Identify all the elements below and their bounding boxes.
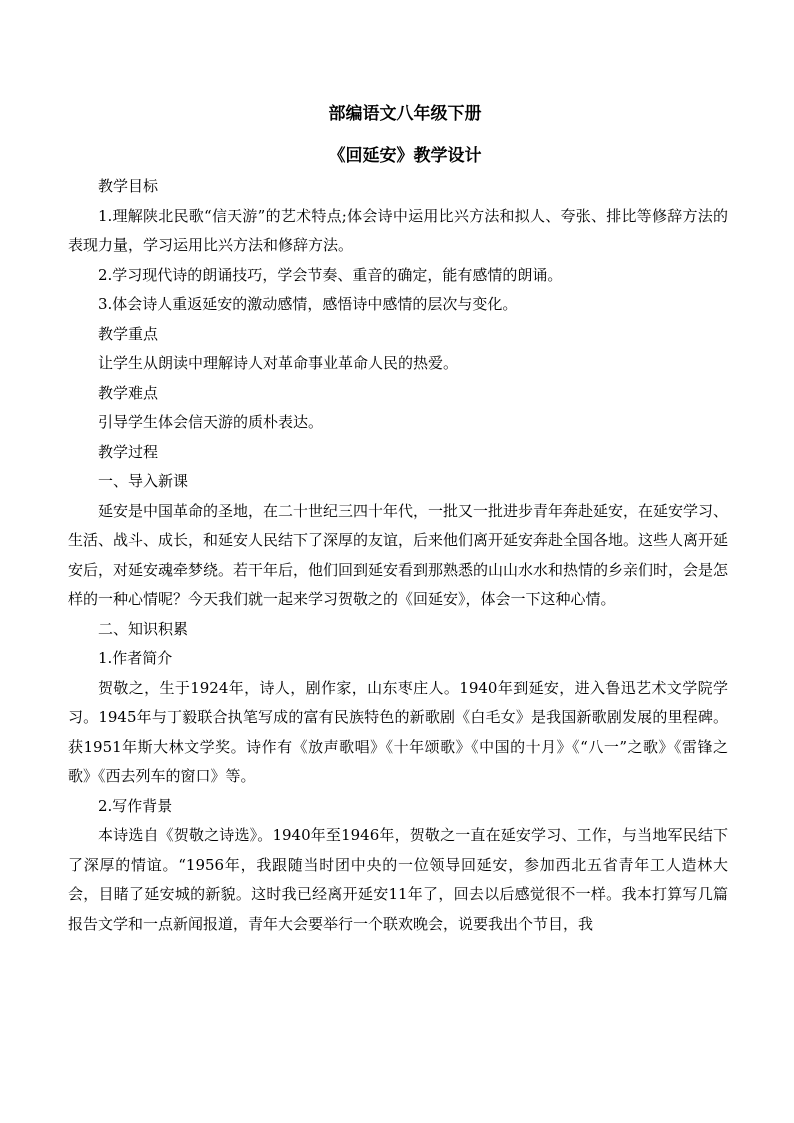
introduction-text: 延安是中国革命的圣地，在二十世纪三四十年代，一批又一批进步青年奔赴延安，在延安学习、生活、战斗、成长，和延安人民结下了深厚的友谊，后来他们离开延安奔赴全国各地。这些人离开延安后，对延安魂牵梦绕。若干年后，他们回到延安看到那熟悉的山山水水和热情的乡亲们时，会是怎样的一种心情呢？今天我们就一起来学习贺敬之的《回延安》，体会一下这种心情。 [68,501,729,608]
subheading-background: 2.写作背景 [98,796,173,815]
section-heading-process: 教学过程 [98,442,159,461]
document-title: 部编语文八年级下册 [328,104,482,124]
subheading-introduction: 一、导入新课 [98,472,189,490]
document-subtitle: 《回延安》教学设计 [328,146,482,166]
subheading-knowledge: 二、知识积累 [98,619,189,638]
section-heading-key-points: 教学重点 [98,324,159,343]
subheading-author: 1.作者简介 [98,649,173,667]
section-heading-difficulties: 教学难点 [98,383,159,402]
objective-item-1: 1.理解陕北民歌“信天游”的艺术特点;体会诗中运用比兴方法和拟人、夸张、排比等修辞方法的表现力量，学习运用比兴方法和修辞方法。 [68,206,728,254]
key-points-text: 让学生从朗读中理解诗人对革命事业革命人民的热爱。 [98,354,459,372]
document-page [68,100,728,939]
section-heading-objectives: 教学目标 [98,177,159,195]
background-text: 本诗选自《贺敬之诗选》。1940年至1946年，贺敬之一直在延安学习、工作，与当地军民结下了深厚的情谊。“1956年，我跟随当时团中央的一位领导回延安，参加西北五省青年工人造林大会，目睹了延安城的新貌。这时我已经离开延安11年了，回去以后感觉很不一样。我本打算写几篇报告文学和一点新闻报道，青年大会要举行一个联欢晚会，说要我出个节目，我 [68,826,728,933]
objective-item-2: 2.学习现代诗的朗诵技巧，学会节奏、重音的确定，能有感情的朗诵。 [98,265,563,284]
difficulties-text: 引导学生体会信天游的质朴表达。 [98,413,324,431]
author-text: 贺敬之，生于1924年，诗人，剧作家，山东枣庄人。1940年到延安，进入鲁迅艺术文学院学习。1945年与丁毅联合执笔写成的富有民族特色的新歌剧《白毛女》是我国新歌剧发展的里程碑。获1951年斯大林文学奖。诗作有《放声歌唱》《十年颂歌》《中国的十月》《“八一”之歌》《雷锋之歌》《西去列车的窗口》等。 [68,678,728,785]
document-body [68,172,728,939]
objective-item-3: 3.体会诗人重返延安的激动感情，感悟诗中感情的层次与变化。 [98,295,518,313]
